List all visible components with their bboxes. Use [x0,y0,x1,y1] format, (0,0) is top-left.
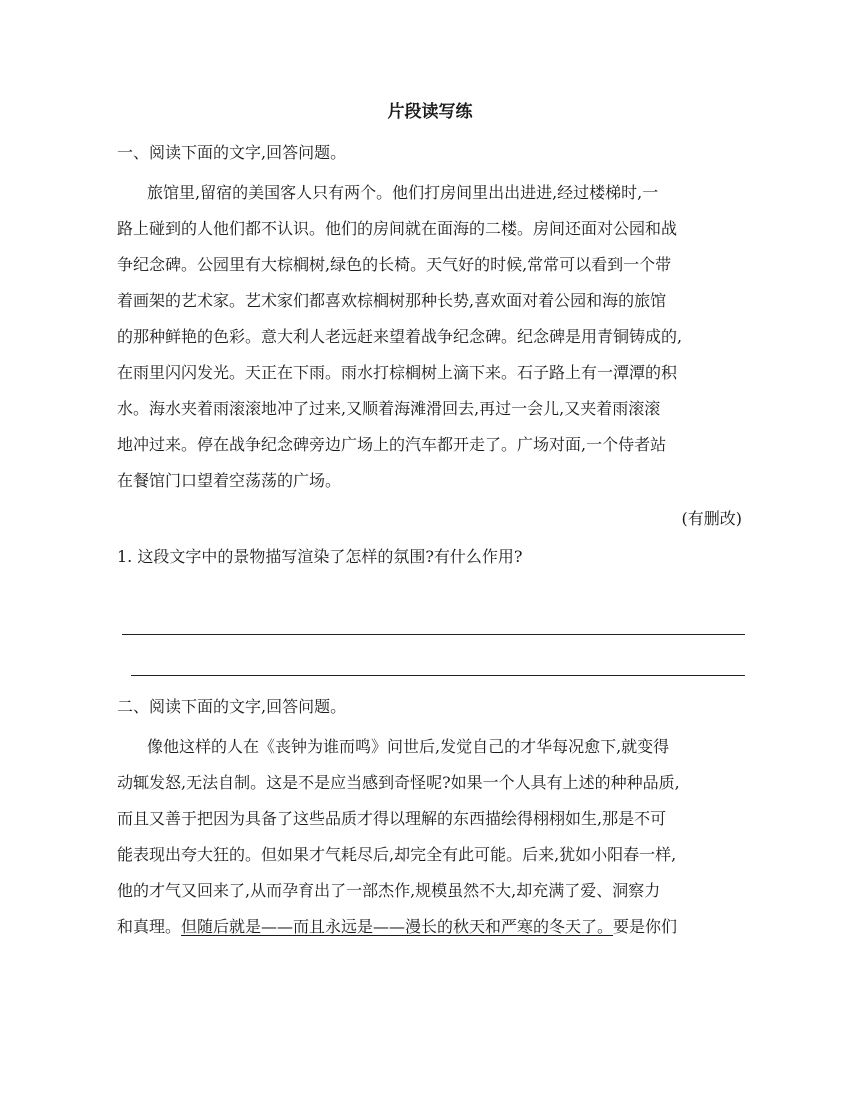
passage-2-text: 要是你们 [613,917,678,936]
passage-2-text: 和真理。 [117,917,182,936]
passage-1-line: 的那种鲜艳的色彩。意大利人老远赶来望着战争纪念碑。纪念碑是用青铜铸成的, [117,327,683,346]
passage-1-line: 争纪念碑。公园里有大棕榈树,绿色的长椅。天气好的时候,常常可以看到一个带 [117,255,672,274]
passage-2-line: 而且又善于把因为具备了这些品质才得以理解的东西描绘得栩栩如生,那是不可 [117,809,667,828]
underlined-sentence: 但随后就是——而且永远是——漫长的秋天和严寒的冬天了。 [181,917,614,936]
passage-1-line: 路上碰到的人他们都不认识。他们的房间就在面海的二楼。房间还面对公园和战 [117,219,678,238]
source-note: (有删改) [681,509,742,528]
passage-2-line: 像他这样的人在《丧钟为谁而鸣》问世后,发觉自己的才华每况愈下,就变得 [147,737,670,756]
answer-line[interactable] [131,675,745,676]
passage-2-line: 动辄发怒,无法自制。这是不是应当感到奇怪呢?如果一个人具有上述的种种品质, [117,773,680,792]
section-2-heading: 二、阅读下面的文字,回答问题。 [117,697,347,716]
passage-1-line: 在雨里闪闪发光。天正在下雨。雨水打棕榈树上滴下来。石子路上有一潭潭的积 [117,363,678,382]
answer-line[interactable] [122,634,745,635]
page-title: 片段读写练 [387,102,473,122]
passage-1-line: 地冲过来。停在战争纪念碑旁边广场上的汽车都开走了。广场对面,一个侍者站 [117,435,667,454]
passage-2-line: 他的才气又回来了,从而孕育出了一部杰作,规模虽然不大,却充满了爱、洞察力 [117,881,661,900]
passage-2-last-line [117,914,677,940]
section-1-heading: 一、阅读下面的文字,回答问题。 [117,143,347,162]
passage-1-line: 水。海水夹着雨滚滚地冲了过来,又顺着海滩滑回去,再过一会儿,又夹着雨滚滚 [117,399,661,418]
passage-1-line: 旅馆里,留宿的美国客人只有两个。他们打房间里出出进进,经过楼梯时,一 [147,183,659,202]
passage-1-line: 着画架的艺术家。艺术家们都喜欢棕榈树那种长势,喜欢面对着公园和海的旅馆 [117,291,667,310]
passage-1-line: 在餐馆门口望着空荡荡的广场。 [117,471,342,490]
question-1: 1. 这段文字中的景物描写渲染了怎样的氛围?有什么作用? [117,547,523,566]
passage-2-line: 能表现出夸大狂的。但如果才气耗尽后,却完全有此可能。后来,犹如小阳春一样, [117,845,677,864]
